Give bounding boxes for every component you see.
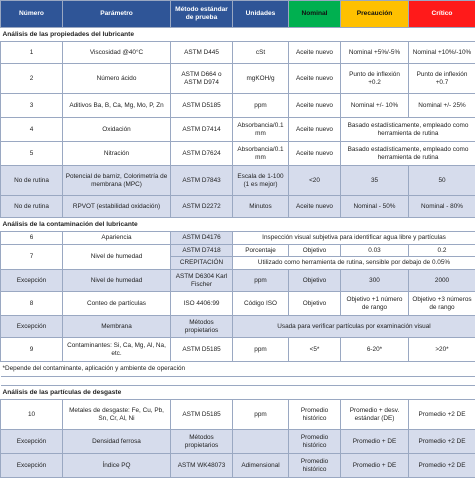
cell-nominal: Aceite nuevo <box>289 64 341 94</box>
cell-method: ASTM D7624 <box>171 142 233 166</box>
cell-param: Viscosidad @40°C <box>63 42 171 64</box>
table-row <box>1 166 475 196</box>
table-row <box>1 232 475 245</box>
cell-param: Nivel de humedad <box>63 245 171 270</box>
cell-num: 8 <box>1 292 63 316</box>
cell-method: Métodos propietarios <box>171 430 233 454</box>
header-nominal: Nominal <box>289 1 341 28</box>
header-precaucion: Precaución <box>341 1 409 28</box>
table-row <box>1 196 475 218</box>
cell-num: 6 <box>1 232 63 245</box>
cell-unit: ppm <box>233 270 289 292</box>
table-row <box>1 270 475 292</box>
cell-critical: Punto de inflexión +0.7 <box>409 64 475 94</box>
cell-nominal: Aceite nuevo <box>289 118 341 142</box>
cell-nominal: Promedio histórico <box>289 454 341 478</box>
cell-span: Usada para verificar partículas por examinación visual <box>233 316 475 338</box>
table-row <box>1 118 475 142</box>
cell-param: Metales de desgaste: Fe, Cu, Pb, Sn, Cr, Al, Ni <box>63 400 171 430</box>
cell-num: 10 <box>1 400 63 430</box>
header-numero: Número <box>1 1 63 28</box>
cell-span: Utilizado como herramienta de rutina, sensible por debajo de 0.05% <box>233 257 475 270</box>
cell-critical: 50 <box>409 166 475 196</box>
cell-caution: Nominal +5%/-5% <box>341 42 409 64</box>
header-unidades: Unidades <box>233 1 289 28</box>
cell-unit: Escala de 1-100 (1 es mejor) <box>233 166 289 196</box>
section-heading <box>1 218 475 232</box>
cell-caution: Punto de inflexión +0.2 <box>341 64 409 94</box>
cell-nominal: Objetivo <box>289 292 341 316</box>
cell-unit: Minutos <box>233 196 289 218</box>
cell-method: ASTM D5185 <box>171 400 233 430</box>
cell-caution: 6-20* <box>341 338 409 362</box>
cell-param: Aditivos Ba, B, Ca, Mg, Mo, P, Zn <box>63 94 171 118</box>
cell-unit: Porcentaje <box>233 245 289 257</box>
section-heading <box>1 386 475 400</box>
table-row <box>1 338 475 362</box>
cell-critical: Promedio +2 DE <box>409 430 475 454</box>
cell-param: RPVOT (estabilidad oxidación) <box>63 196 171 218</box>
cell-critical: Promedio +2 DE <box>409 454 475 478</box>
table-row <box>1 292 475 316</box>
cell-caution: Promedio + DE <box>341 430 409 454</box>
cell-caution: Nominal +/- 10% <box>341 94 409 118</box>
cell-method: ASTM D7843 <box>171 166 233 196</box>
cell-param: Índice PQ <box>63 454 171 478</box>
cell-caution: 300 <box>341 270 409 292</box>
cell-method: ISO 4406:99 <box>171 292 233 316</box>
footnote: *Depende del contaminante, aplicación y ambiente de operación <box>1 362 475 377</box>
cell-unit: Absorbancia/0.1 mm <box>233 142 289 166</box>
table-row <box>1 94 475 118</box>
cell-span: Basado estadísticamente, empleado como herramienta de rutina <box>341 142 475 166</box>
cell-caution: 35 <box>341 166 409 196</box>
cell-span: Inspección visual subjetiva para identificar agua libre y partículas <box>233 232 475 245</box>
cell-unit: ppm <box>233 400 289 430</box>
cell-param: Potencial de barniz, Colorimetría de membrana (MPC) <box>63 166 171 196</box>
cell-unit: mgKOH/g <box>233 64 289 94</box>
table-row <box>1 454 475 478</box>
cell-caution: Nominal - 50% <box>341 196 409 218</box>
cell-nominal: Aceite nuevo <box>289 94 341 118</box>
cell-method: ASTM D2272 <box>171 196 233 218</box>
cell-nominal: Objetivo <box>289 245 341 257</box>
cell-num: 9 <box>1 338 63 362</box>
cell-method: ASTM D445 <box>171 42 233 64</box>
footnote-row <box>1 362 475 377</box>
cell-param: Nitración <box>63 142 171 166</box>
cell-unit: cSt <box>233 42 289 64</box>
table-row <box>1 142 475 166</box>
cell-nominal: Aceite nuevo <box>289 196 341 218</box>
table-row <box>1 430 475 454</box>
table-row <box>1 42 475 64</box>
cell-critical: >20* <box>409 338 475 362</box>
cell-critical: Nominal - 80% <box>409 196 475 218</box>
cell-critical: Promedio +2 DE <box>409 400 475 430</box>
spacer-row <box>1 377 475 386</box>
cell-nominal: Promedio histórico <box>289 430 341 454</box>
cell-num: No de rutina <box>1 166 63 196</box>
cell-method: ASTM D7418 <box>171 245 233 257</box>
section-title: Análisis de la contaminación del lubricante <box>1 218 475 232</box>
cell-num: Excepción <box>1 430 63 454</box>
cell-num: Excepción <box>1 316 63 338</box>
cell-method: ASTM D664 o ASTM D974 <box>171 64 233 94</box>
header-metodo: Método estándar de prueba <box>171 1 233 28</box>
header-row <box>1 1 475 28</box>
cell-nominal: <20 <box>289 166 341 196</box>
cell-nominal: Aceite nuevo <box>289 42 341 64</box>
cell-num: 1 <box>1 42 63 64</box>
cell-num: No de rutina <box>1 196 63 218</box>
cell-method: CREPITACIÓN <box>171 257 233 270</box>
section-heading <box>1 28 475 42</box>
cell-caution: Promedio + DE <box>341 454 409 478</box>
cell-nominal: Aceite nuevo <box>289 142 341 166</box>
header-parametro: Parámetro <box>63 1 171 28</box>
cell-param: Conteo de partículas <box>63 292 171 316</box>
cell-method: Métodos propietarios <box>171 316 233 338</box>
cell-unit: ppm <box>233 338 289 362</box>
table-row <box>1 245 475 257</box>
cell-critical: Objetivo +3 números de rango <box>409 292 475 316</box>
cell-caution: 0.03 <box>341 245 409 257</box>
table-row <box>1 64 475 94</box>
cell-caution: Objetivo +1 número de rango <box>341 292 409 316</box>
cell-num: Excepción <box>1 270 63 292</box>
cell-method: ASTM D4176 <box>171 232 233 245</box>
cell-critical: Nominal +/- 25% <box>409 94 475 118</box>
cell-unit: Adimensional <box>233 454 289 478</box>
cell-num: 2 <box>1 64 63 94</box>
cell-caution: Promedio + desv. estándar (DE) <box>341 400 409 430</box>
cell-span: Basado estadísticamente, empleado como herramienta de rutina <box>341 118 475 142</box>
cell-critical: 0.2 <box>409 245 475 257</box>
cell-unit: ppm <box>233 94 289 118</box>
cell-param: Apariencia <box>63 232 171 245</box>
cell-param: Contaminantes: Si, Ca, Mg, Al, Na, etc. <box>63 338 171 362</box>
table-row <box>1 316 475 338</box>
cell-nominal: Promedio histórico <box>289 400 341 430</box>
cell-num: 4 <box>1 118 63 142</box>
cell-unit <box>233 430 289 454</box>
section-title: Análisis de las propiedades del lubricante <box>1 28 475 42</box>
cell-num: Excepción <box>1 454 63 478</box>
cell-method: ASTM D6304 Karl Fischer <box>171 270 233 292</box>
cell-param: Número ácido <box>63 64 171 94</box>
cell-method: ASTM D7414 <box>171 118 233 142</box>
cell-param: Membrana <box>63 316 171 338</box>
cell-nominal: <5* <box>289 338 341 362</box>
cell-method: ASTM D5185 <box>171 94 233 118</box>
cell-num: 3 <box>1 94 63 118</box>
cell-critical: Nominal +10%/-10% <box>409 42 475 64</box>
cell-nominal: Objetivo <box>289 270 341 292</box>
cell-num: 7 <box>1 245 63 270</box>
cell-param: Densidad ferrosa <box>63 430 171 454</box>
cell-method: ASTM D5185 <box>171 338 233 362</box>
spacer <box>1 377 475 386</box>
cell-method: ASTM WK48073 <box>171 454 233 478</box>
header-critico: Crítico <box>409 1 475 28</box>
table-row <box>1 400 475 430</box>
cell-param: Nivel de humedad <box>63 270 171 292</box>
cell-unit: Código ISO <box>233 292 289 316</box>
cell-unit: Absorbancia/0.1 mm <box>233 118 289 142</box>
cell-param: Oxidación <box>63 118 171 142</box>
cell-critical: 2000 <box>409 270 475 292</box>
section-title: Análisis de las partículas de desgaste <box>1 386 475 400</box>
cell-num: 5 <box>1 142 63 166</box>
